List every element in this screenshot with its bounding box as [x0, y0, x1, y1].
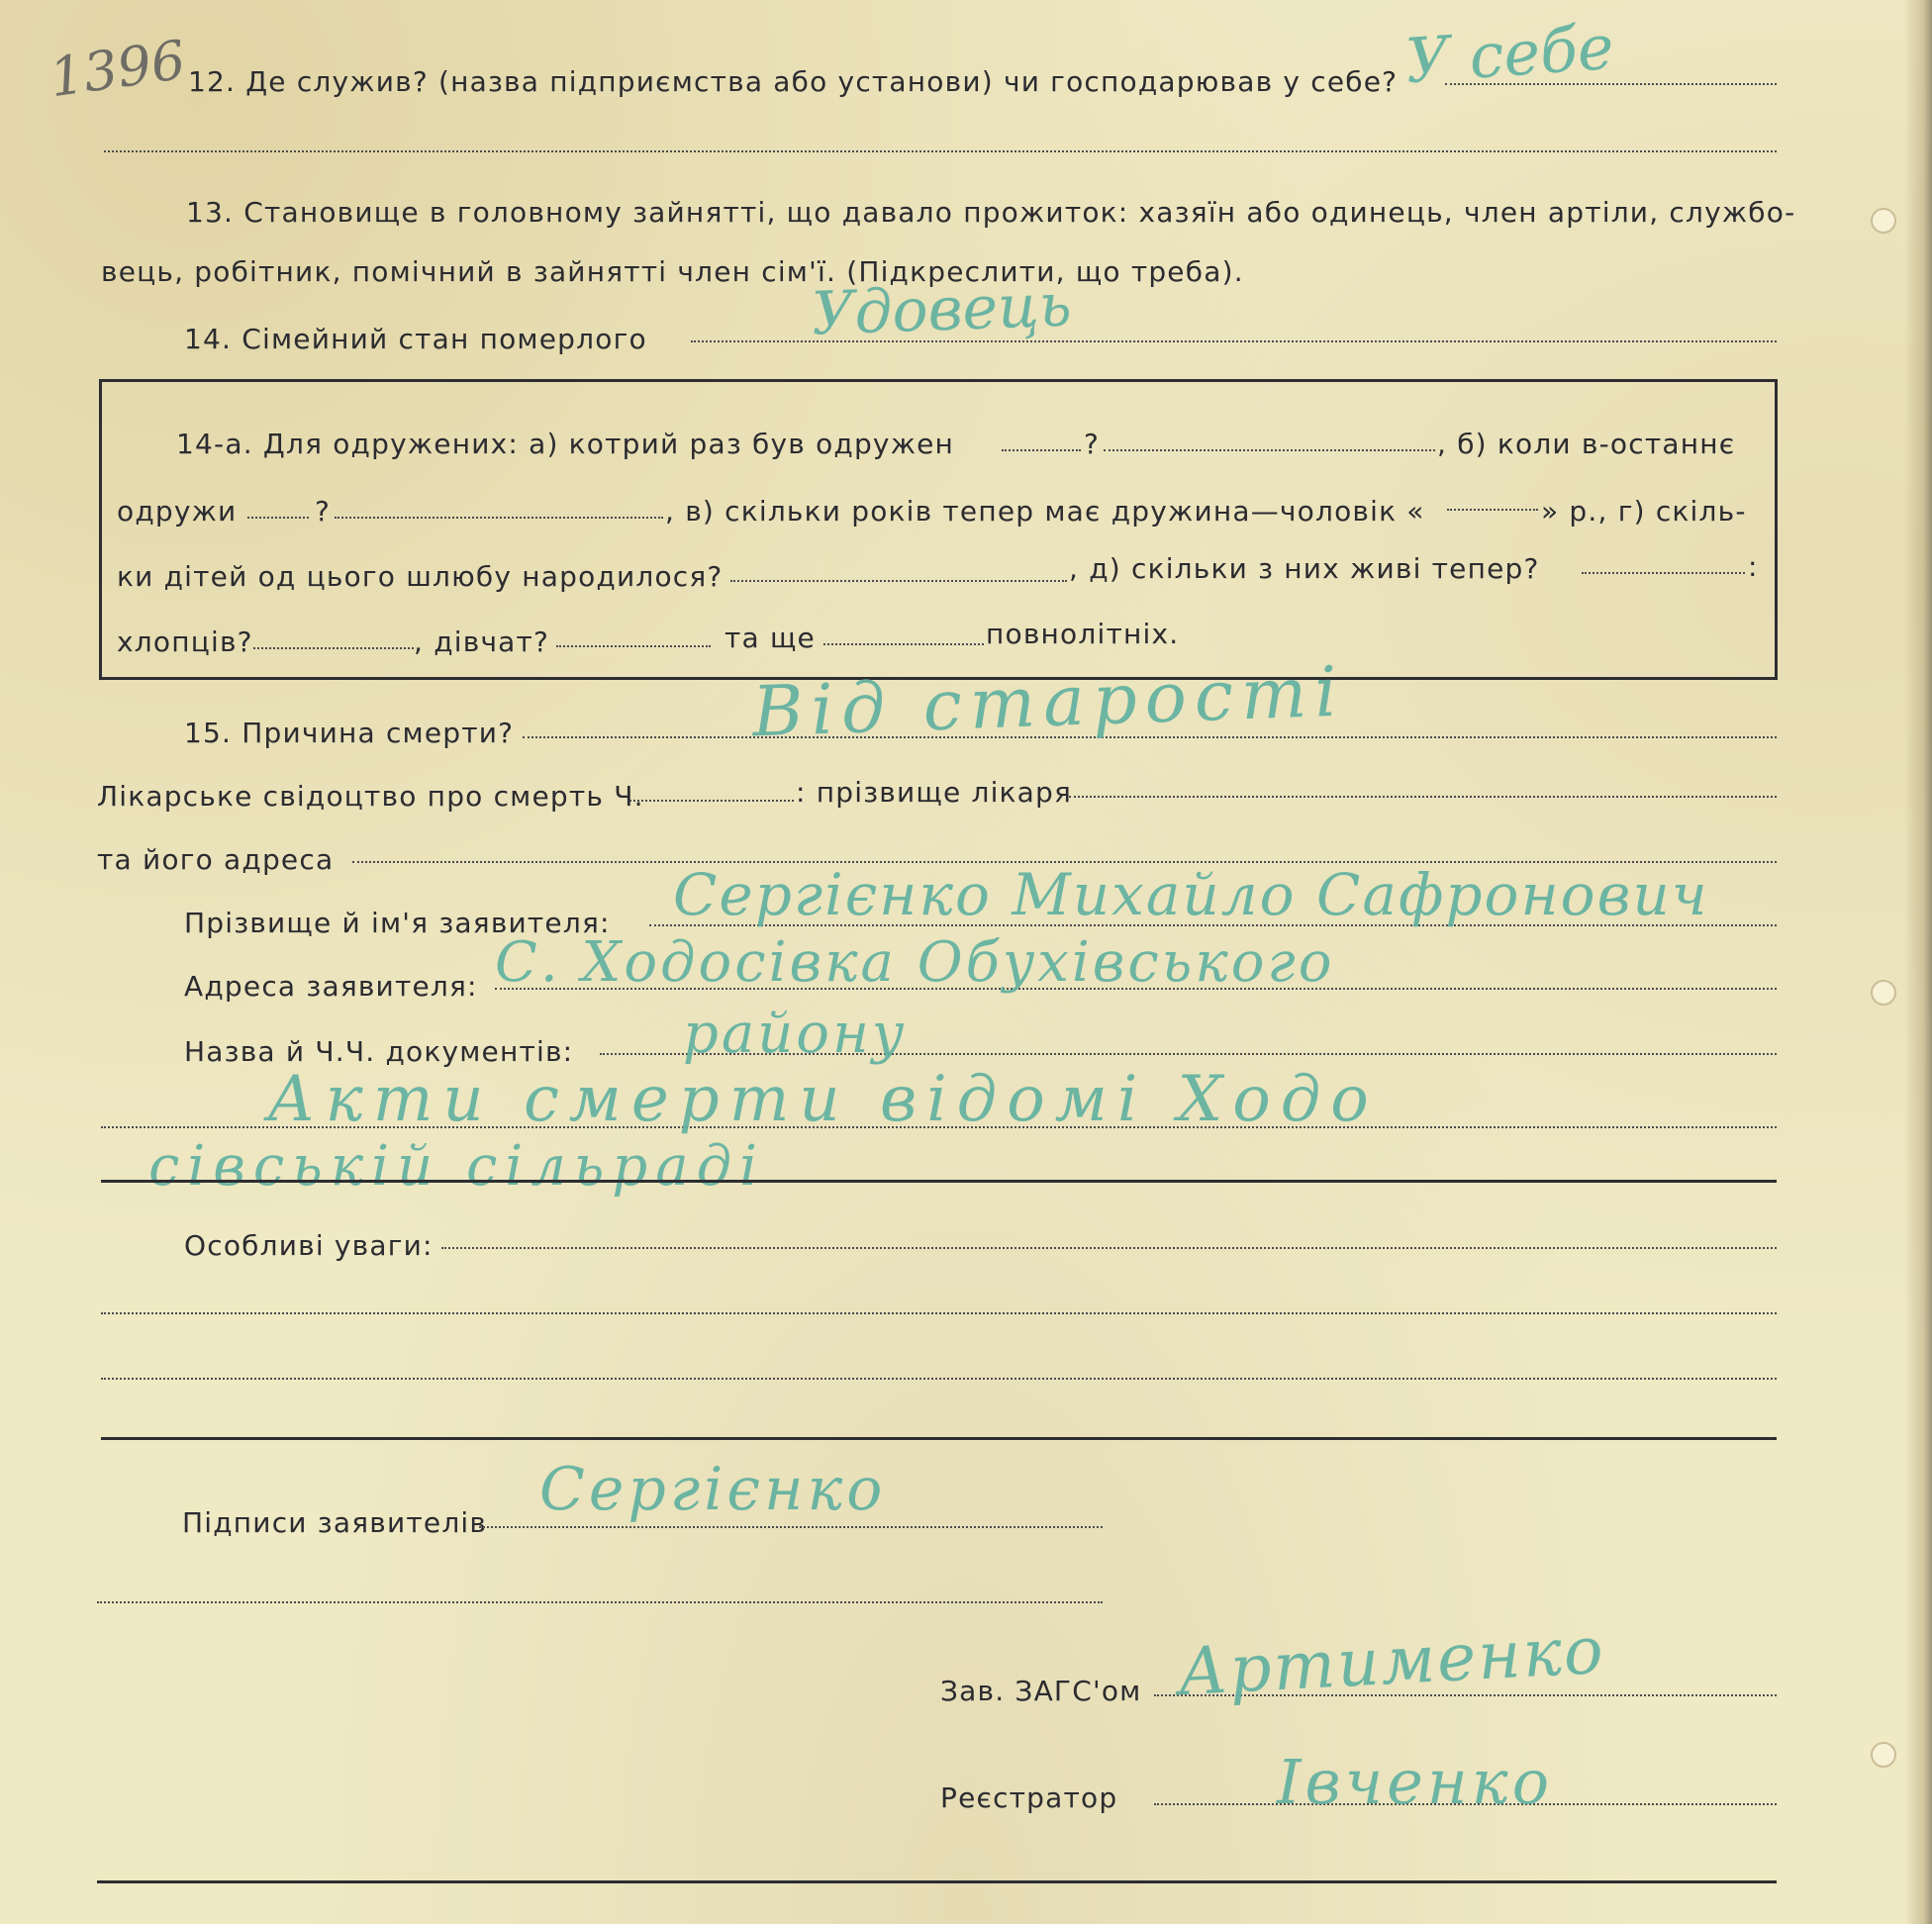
- q14a-blank: [247, 517, 309, 519]
- q14a-line4-a: хлопців?: [117, 625, 253, 658]
- q14a-blank: [823, 643, 984, 645]
- q14a-line2-b: , в) скільки років тепер має дружина—чоловік «: [665, 495, 1425, 528]
- documents-value-3: сівській сільраді: [148, 1134, 765, 1199]
- zags-head-label: Зав. ЗАГС'ом: [940, 1675, 1142, 1707]
- remarks-label: Особливі уваги:: [184, 1229, 434, 1262]
- remarks-line: [101, 1378, 1777, 1380]
- punch-hole: [1871, 980, 1896, 1006]
- q14a-blank: [335, 517, 663, 519]
- section-divider: [101, 1437, 1777, 1440]
- q14a-line4-c: та ще: [724, 622, 816, 654]
- q14a-line3-b: , д) скільки з них живі тепер?: [1069, 552, 1540, 585]
- applicant-address-label: Адреса заявителя:: [184, 970, 478, 1003]
- q14a-line2-c: » р., г) скіль-: [1541, 495, 1747, 528]
- q14a-line3-a: ки дітей од цього шлюбу народилося?: [117, 560, 724, 593]
- applicant-name-label: Прізвище й ім'я заявителя:: [184, 907, 611, 939]
- q14-label: 14. Сімейний стан померлого: [184, 323, 647, 355]
- q14a-line3-c: :: [1748, 550, 1759, 583]
- applicant-address-value: С. Ходосівка Обухівського: [495, 930, 1335, 995]
- remarks-line: [441, 1247, 1777, 1249]
- q13-line2: вець, робітник, помічний в зайнятті член сім'ї. (Підкреслити, що треба).: [101, 255, 1244, 288]
- q14a-blank: [1447, 509, 1538, 511]
- married-info-box: [99, 379, 1778, 680]
- applicant-name-value: Сергієнко Михайло Сафронович: [673, 861, 1709, 928]
- q12-continuation-line: [104, 150, 1777, 152]
- q14a-line4-b: , дівчат?: [414, 625, 550, 658]
- q14a-line2-a: одружи: [117, 495, 238, 528]
- page-edge: [1904, 0, 1932, 1924]
- q14a-blank: [730, 580, 1067, 582]
- q14a-blank: [253, 647, 414, 649]
- medical-cert-label: Лікарське свідоцтво про смерть Ч.: [97, 780, 644, 813]
- q14a-line1-q: ?: [1084, 428, 1101, 460]
- q14a-line1-a: 14-а. Для одружених: а) котрий раз був одружен: [176, 428, 955, 460]
- punch-hole: [1871, 208, 1896, 234]
- q14a-line4-d: повнолітніх.: [986, 618, 1180, 650]
- q14a-blank: [1104, 449, 1435, 451]
- remarks-line: [101, 1312, 1777, 1314]
- registrar-label: Реєстратор: [940, 1781, 1118, 1814]
- applicants-signature-label: Підписи заявителів: [182, 1506, 488, 1539]
- q15-label: 15. Причина смерти?: [184, 717, 515, 749]
- q14a-blank: [556, 645, 711, 647]
- applicants-signature-line: [479, 1526, 1103, 1528]
- record-number: 1396: [46, 28, 190, 110]
- q15-answer: Від старості: [750, 650, 1346, 753]
- q12-answer: У себе: [1402, 10, 1616, 98]
- q14a-blank: [1002, 449, 1081, 451]
- doctor-name-label: : прізвище лікаря: [796, 776, 1073, 809]
- medical-cert-number-line: [629, 800, 794, 802]
- documents-label: Назва й Ч.Ч. документів:: [184, 1035, 574, 1068]
- q13-line1: 13. Становище в головному зайнятті, що давало прожиток: хазяїн або одинець, член артіли, службо-: [186, 196, 1796, 229]
- documents-value-2: Акти смерти відомі Ходо: [267, 1063, 1379, 1136]
- q14a-line2-q: ?: [315, 495, 332, 528]
- applicants-signature-line-2: [97, 1601, 1103, 1603]
- bottom-rule: [97, 1880, 1777, 1883]
- q12-label: 12. Де служив? (назва підприємства або установи) чи господарював у себе?: [188, 65, 1399, 98]
- registrar-signature: Івченко: [1277, 1746, 1554, 1818]
- applicants-signature-value: Сергієнко: [539, 1455, 887, 1524]
- q14a-line1-b: , б) коли в-останнє: [1437, 428, 1736, 460]
- documents-value-1: району: [683, 1002, 908, 1066]
- doctor-name-line: [1069, 796, 1777, 798]
- q14-answer: Удовець: [810, 270, 1073, 349]
- punch-hole: [1871, 1742, 1896, 1768]
- zags-head-signature: Артименко: [1176, 1611, 1607, 1711]
- section-divider: [101, 1180, 1777, 1183]
- q14a-blank: [1582, 572, 1745, 574]
- doctor-address-label: та його адреса: [97, 843, 335, 876]
